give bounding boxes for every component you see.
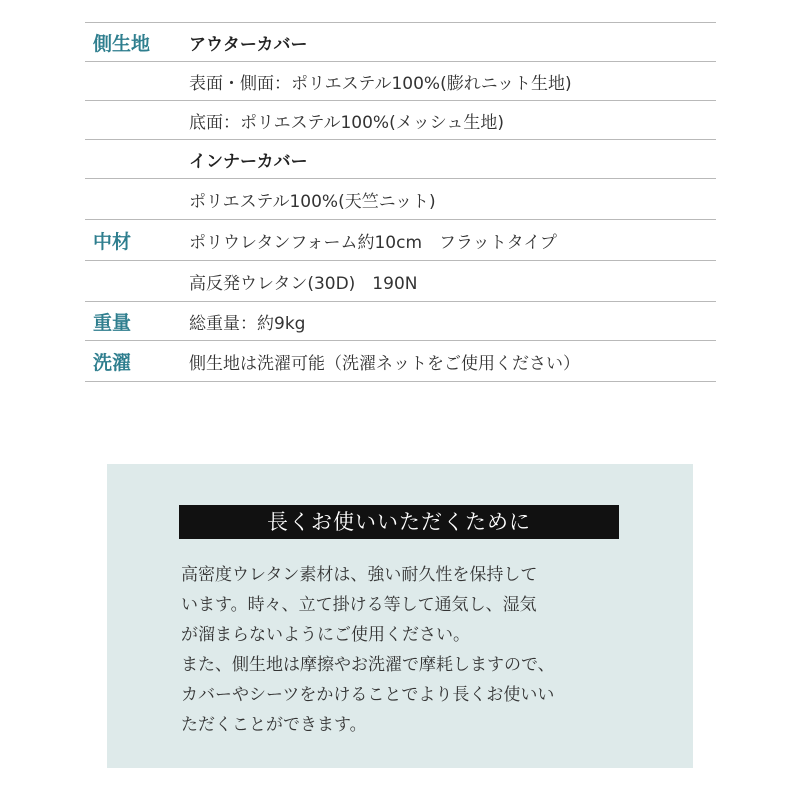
spec-value: 表面・側面：ポリエステル100%(膨れニット生地) xyxy=(189,73,572,94)
spec-row xyxy=(85,62,716,101)
spec-row xyxy=(85,101,716,140)
spec-label: 側生地 xyxy=(93,32,151,55)
spec-label: 重量 xyxy=(93,311,132,334)
spec-row-weight xyxy=(85,302,716,341)
spec-value: 底面：ポリエステル100%(メッシュ生地) xyxy=(189,112,504,133)
care-text-line: また、側生地は摩擦やお洗濯で摩耗しますので、 xyxy=(181,655,555,675)
care-notice-box xyxy=(107,464,693,768)
spec-row xyxy=(85,140,716,179)
care-text-line: カバーやシーツをかけることでより長くお使いい xyxy=(181,685,555,705)
spec-row xyxy=(85,261,716,302)
spec-value: ポリエステル100%(天竺ニット) xyxy=(189,191,436,212)
spec-row-filling xyxy=(85,220,716,261)
spec-row-washing xyxy=(85,341,716,382)
spec-table xyxy=(85,22,716,382)
spec-row-outer-fabric xyxy=(85,23,716,62)
spec-row xyxy=(85,179,716,220)
spec-label: 中材 xyxy=(93,230,132,253)
care-notice-title: 長くお使いいただくために xyxy=(179,505,619,539)
care-text-line: ただくことができます。 xyxy=(181,715,367,735)
spec-value: ポリウレタンフォーム約10cm フラットタイプ xyxy=(189,232,557,253)
spec-label: 洗濯 xyxy=(93,351,132,374)
care-text-line: が溜まらないようにご使用ください。 xyxy=(181,625,470,645)
care-notice-text xyxy=(181,560,651,740)
care-text-line: います。時々、立て掛ける等して通気し、湿気 xyxy=(181,595,537,615)
spec-value: 側生地は洗濯可能（洗濯ネットをご使用ください） xyxy=(189,353,580,374)
spec-value: インナーカバー xyxy=(189,151,308,172)
spec-value: 総重量：約9kg xyxy=(189,313,306,334)
care-text-line: 高密度ウレタン素材は、強い耐久性を保持して xyxy=(181,565,538,585)
spec-value: アウターカバー xyxy=(189,34,308,55)
spec-value: 高反発ウレタン(30D) 190N xyxy=(189,273,418,294)
